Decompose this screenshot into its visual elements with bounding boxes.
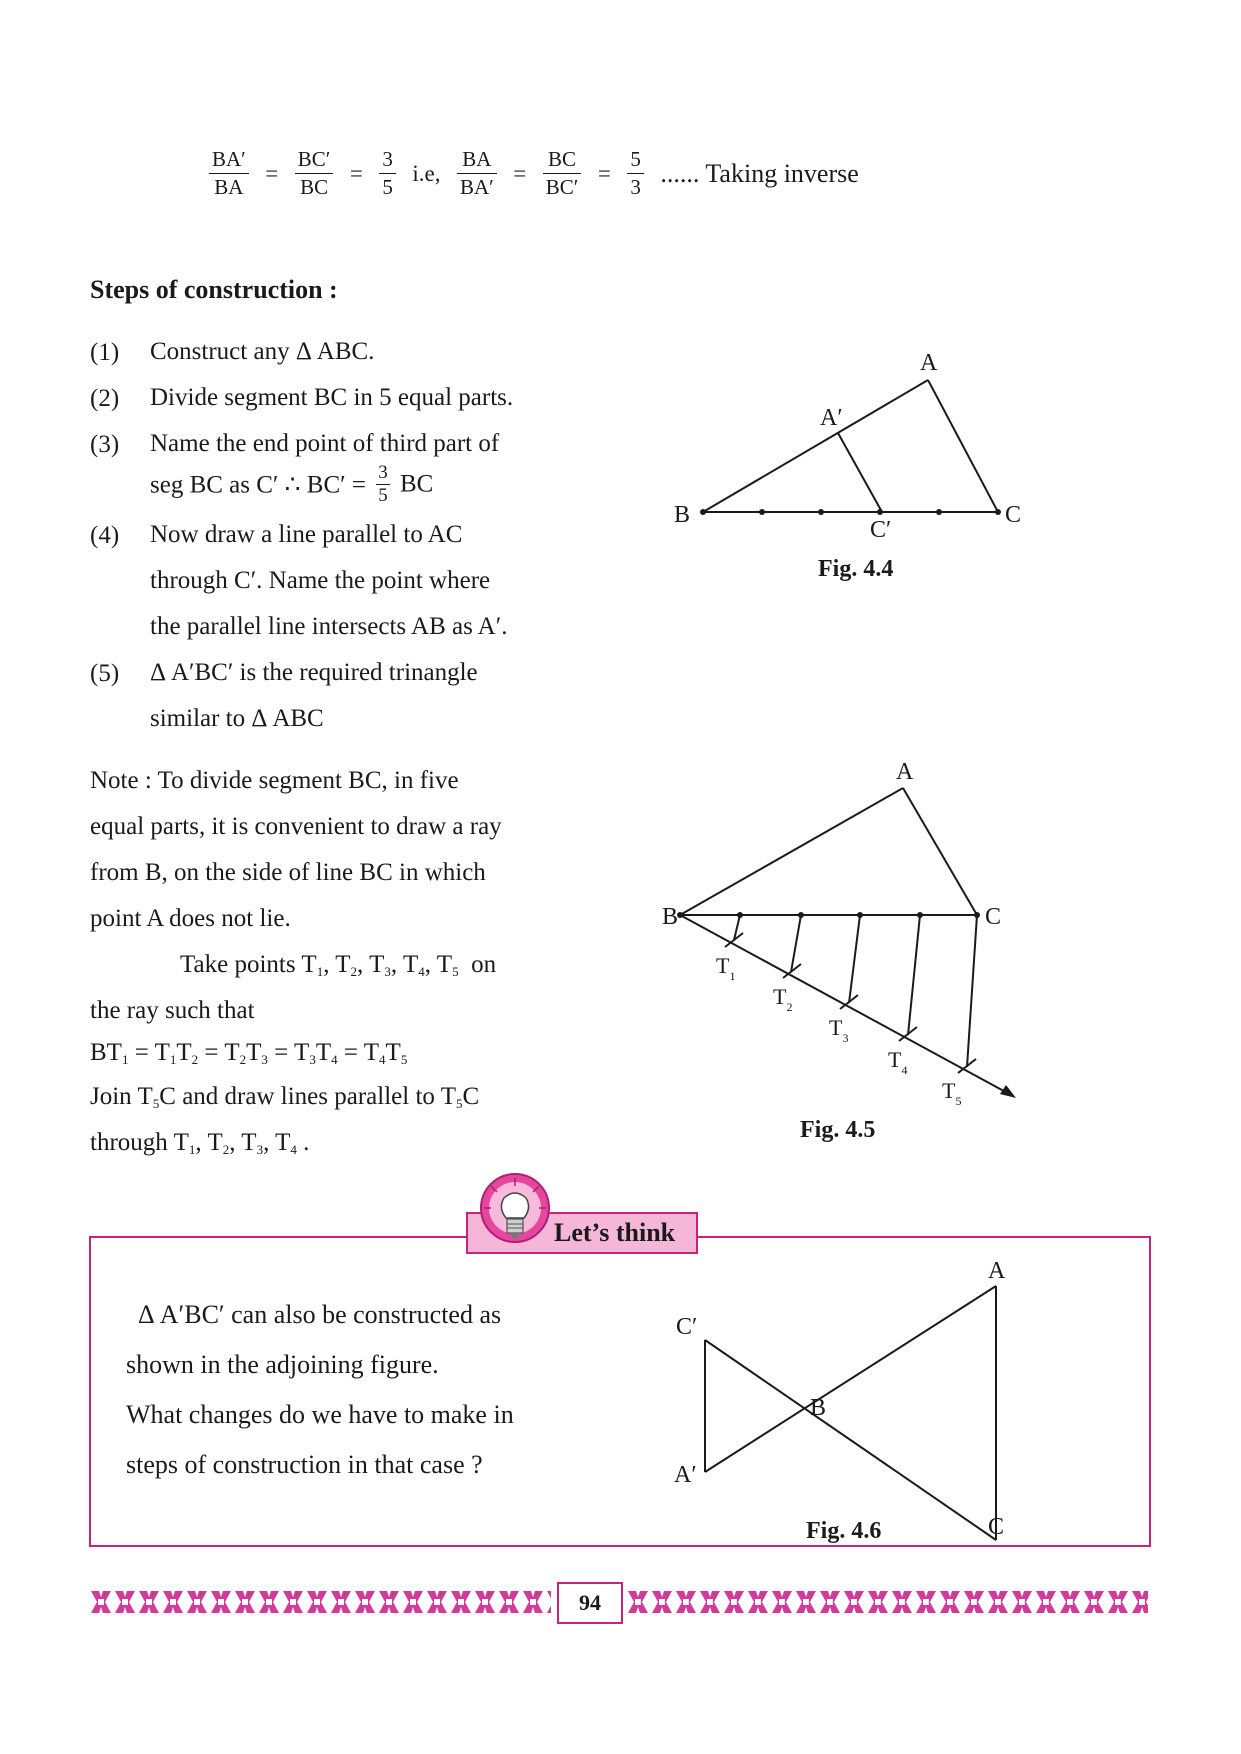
fraction: $\frac{BA'}{BA}$ (209, 146, 249, 201)
page-number: 94 (557, 1582, 623, 1624)
line-c-prime-c (705, 1340, 996, 1540)
line-a-prime-a (705, 1286, 996, 1472)
step-text: Construct any Δ ABC. (150, 338, 375, 365)
think-text-line: Δ A′BC′ can also be constructed as (138, 1300, 502, 1329)
step-number: (5) (90, 660, 120, 687)
step-number: (1) (90, 339, 120, 366)
side-ac (903, 788, 977, 915)
decorative-border-left (89, 1589, 551, 1615)
step-text: Divide segment BC in 5 equal parts. (150, 384, 514, 411)
label-t5: $T_5$ (942, 1078, 962, 1108)
parallel-line (838, 433, 882, 512)
figure-4-5-caption: Fig. 4.5 (800, 1117, 876, 1143)
equal-segments-line: $BT_1 = T_1T_2 = T_2T_3 = T_3T_4 = T_4T_5$ (90, 1039, 408, 1067)
through-line: through $T_1$, $T_2$, $T_3$, $T_4$ . (90, 1129, 310, 1157)
parallel-line (908, 915, 920, 1035)
step-number: (2) (90, 385, 120, 412)
step-text: similar to Δ ABC (150, 705, 324, 732)
label-t3: $T_3$ (829, 1015, 849, 1045)
think-text-line: steps of construction in that case ? (126, 1450, 483, 1479)
ratio-equation: $\frac{BA'}{BA}$ = $\frac{BC'}{BC}$ = $\frac{3}{5}$ i.e, $\frac{BA}{BA'}$ = $\frac{BC}{BC'}$ = $\frac{5}{3}$ ...... Taking inverse (205, 146, 865, 201)
label-b: B (810, 1395, 827, 1421)
figure-4-6 (670, 1260, 1030, 1550)
note-line: equal parts, it is convenient to draw a ray (90, 813, 502, 840)
side-ac (928, 380, 998, 512)
division-point (759, 509, 765, 515)
fraction: $\frac{5}{3}$ (627, 146, 644, 201)
note-line: from B, on the side of line BC in which (90, 859, 486, 886)
equation-note: ...... Taking inverse (660, 158, 859, 188)
point-c (995, 509, 1001, 515)
step-text: seg BC as C′ ∴ BC′ = $\frac{3}{5}$ BC (150, 462, 434, 506)
fraction: $\frac{BC'}{BC}$ (295, 146, 334, 201)
ray-arrowhead (1000, 1085, 1016, 1098)
label-t2: $T_2$ (773, 984, 793, 1014)
figure-4-4 (660, 340, 1060, 540)
steps-heading: Steps of construction : (90, 275, 338, 304)
fraction: $\frac{BC}{BC'}$ (543, 146, 582, 201)
step-text: Δ A′BC′ is the required trinangle (150, 659, 478, 686)
label-c-prime: C′ (676, 1314, 698, 1340)
parallel-line (849, 915, 860, 1003)
label-b: B (662, 904, 679, 930)
label-a: A (988, 1260, 1006, 1284)
side-ab (703, 380, 928, 512)
label-c: C (985, 904, 1002, 930)
segment-t5c (967, 915, 977, 1067)
point-c (974, 912, 980, 918)
division-point (857, 912, 863, 918)
join-line: Join $T_5C$ and draw lines parallel to $T_5C$ (90, 1083, 480, 1111)
point-b (700, 509, 706, 515)
division-point (936, 509, 942, 515)
fraction: $\frac{3}{5}$ (379, 146, 396, 201)
label-c: C (1005, 502, 1022, 528)
figure-4-4-caption: Fig. 4.4 (818, 556, 894, 582)
decorative-border-right (626, 1589, 1148, 1615)
label-t1: $T_1$ (716, 953, 736, 983)
label-b: B (674, 502, 691, 528)
fraction: $\frac{BA}{BA'}$ (457, 146, 497, 201)
lightbulb-icon (478, 1172, 552, 1258)
division-point (737, 912, 743, 918)
side-ab (680, 788, 903, 915)
parallel-line (791, 915, 801, 972)
division-point (818, 509, 824, 515)
note-line: Note : To divide segment BC, in five (90, 767, 459, 794)
step-number: (3) (90, 431, 120, 458)
division-point (798, 912, 804, 918)
figure-4-5 (640, 755, 1060, 1115)
lets-think-title: Let’s think (554, 1218, 676, 1247)
label-a: A (896, 759, 914, 785)
label-a-prime: A′ (674, 1462, 697, 1488)
note-line: point A does not lie. (90, 905, 291, 932)
step-text: Name the end point of third part of (150, 430, 500, 457)
think-text-line: What changes do we have to make in (126, 1400, 514, 1429)
ray-such-line: the ray such that (90, 997, 255, 1024)
label-a: A (920, 350, 938, 376)
division-point (877, 509, 883, 515)
figure-4-6-caption: Fig. 4.6 (806, 1518, 882, 1544)
label-a-prime: A′ (820, 405, 843, 431)
take-points-line: Take points $T_1$, $T_2$, $T_3$, $T_4$, $T_5$ on (180, 951, 497, 979)
step-text: Now draw a line parallel to AC (150, 521, 463, 548)
step-text: the parallel line intersects AB as A′. (150, 613, 508, 640)
division-point (917, 912, 923, 918)
label-t4: $T_4$ (888, 1047, 908, 1077)
think-text-line: shown in the adjoining figure. (126, 1350, 439, 1379)
label-c: C (988, 1514, 1005, 1540)
label-c-prime: C′ (870, 517, 892, 540)
fraction: $\frac{3}{5}$ (378, 462, 388, 506)
step-text: through C′. Name the point where (150, 567, 491, 594)
step-number: (4) (90, 522, 120, 549)
